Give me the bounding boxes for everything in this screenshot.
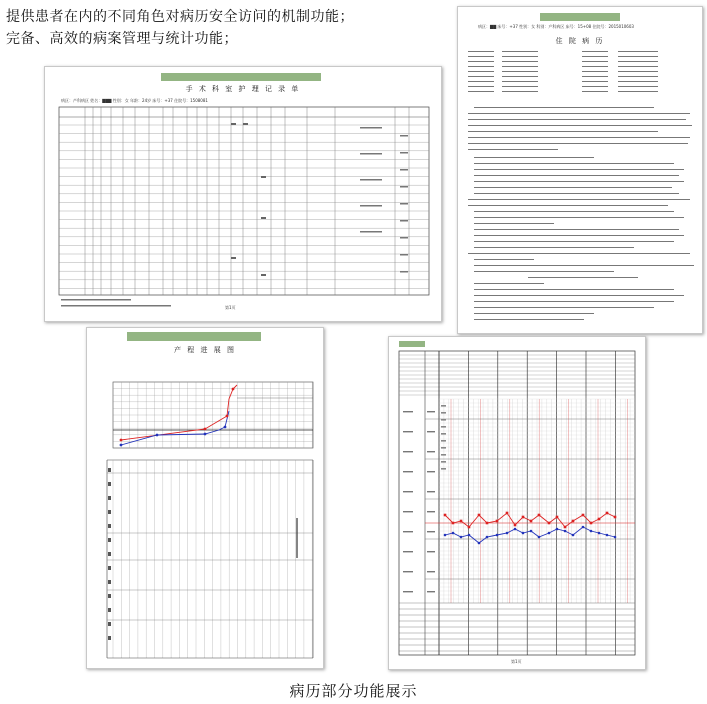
text-line <box>474 313 594 314</box>
text-line <box>468 137 690 138</box>
text-line <box>468 76 494 77</box>
text-line <box>582 76 608 77</box>
temperature-chart-page: 第1页 <box>511 659 522 664</box>
text-line <box>468 61 494 62</box>
text-line <box>502 66 538 67</box>
text-line <box>474 259 534 260</box>
partogram-chart <box>87 328 323 668</box>
text-line <box>582 86 608 87</box>
text-line <box>474 283 544 284</box>
text-line <box>502 86 538 87</box>
text-line <box>468 86 494 87</box>
text-line <box>474 307 654 308</box>
text-line <box>474 157 594 158</box>
text-line <box>582 51 608 52</box>
text-line <box>474 229 679 230</box>
text-line <box>474 247 634 248</box>
text-line <box>618 86 658 87</box>
text-line <box>474 193 679 194</box>
name-redaction-bar <box>540 13 620 21</box>
figure-caption: 病历部分功能展示 <box>289 682 418 700</box>
text-line <box>582 81 608 82</box>
text-line <box>474 217 684 218</box>
text-line <box>474 169 684 170</box>
text-line <box>582 71 608 72</box>
text-line <box>618 66 658 67</box>
text-line <box>618 91 658 92</box>
text-line <box>474 211 674 212</box>
admission-record-header: 病区：▇▇ 床号：+37 性别：女 科别：产科病区 床号：15+08 住院号：2015010603 <box>478 24 634 29</box>
text-line <box>502 81 538 82</box>
text-line <box>582 91 608 92</box>
text-line <box>618 56 658 57</box>
text-line <box>474 271 614 272</box>
text-line <box>468 51 494 52</box>
text-line <box>468 81 494 82</box>
intro-line-1: 提供患者在内的不同角色对病历安全访问的机制功能； <box>6 9 354 25</box>
text-line <box>468 199 690 200</box>
surgery-record-header: 病区：产科病区 姓名：▇▇▇ 性别：女 年龄：24岁 床号：+37 住院号：1508081 <box>61 98 208 103</box>
text-line <box>618 81 658 82</box>
text-line <box>618 61 658 62</box>
text-line <box>468 149 558 150</box>
intro-line-2: 完备、高效的病案管理与统计功能； <box>6 31 238 47</box>
text-line <box>468 71 494 72</box>
text-line <box>468 56 494 57</box>
text-line <box>474 107 654 108</box>
text-line <box>502 61 538 62</box>
partogram-title: 产 程 进 展 图 <box>174 346 236 354</box>
text-line <box>468 66 494 67</box>
surgery-record-title: 手 术 科 室 护 理 记 录 单 <box>185 85 301 93</box>
text-line <box>474 241 674 242</box>
text-line <box>468 131 658 132</box>
text-line <box>502 91 538 92</box>
text-line <box>468 143 688 144</box>
text-line <box>474 235 684 236</box>
admission-record-doc <box>457 6 703 334</box>
text-line <box>468 125 692 126</box>
text-line <box>474 223 554 224</box>
text-line <box>474 289 674 290</box>
surgery-nursing-record-doc <box>44 66 442 322</box>
text-line <box>474 265 694 266</box>
text-line <box>618 76 658 77</box>
text-line <box>618 51 658 52</box>
text-line <box>468 253 690 254</box>
text-line <box>618 71 658 72</box>
text-line <box>468 91 494 92</box>
text-line <box>528 277 638 278</box>
text-line <box>474 163 674 164</box>
text-line <box>468 205 668 206</box>
text-line <box>502 71 538 72</box>
text-line <box>474 301 674 302</box>
admission-record-title: 住 院 病 历 <box>555 37 605 45</box>
text-line <box>582 56 608 57</box>
text-line <box>502 76 538 77</box>
text-line <box>474 181 684 182</box>
surgery-record-page: 第1页 <box>225 305 236 310</box>
text-line <box>468 113 690 114</box>
text-line <box>582 66 608 67</box>
surgery-record-table <box>45 67 441 321</box>
partogram-doc <box>86 327 324 669</box>
text-line <box>474 187 672 188</box>
text-line <box>468 119 686 120</box>
text-line <box>582 61 608 62</box>
temperature-chart <box>389 337 645 669</box>
temperature-chart-doc <box>388 336 646 670</box>
text-line <box>502 51 538 52</box>
text-line <box>474 175 679 176</box>
text-line <box>502 56 538 57</box>
text-line <box>474 319 584 320</box>
text-line <box>474 295 684 296</box>
